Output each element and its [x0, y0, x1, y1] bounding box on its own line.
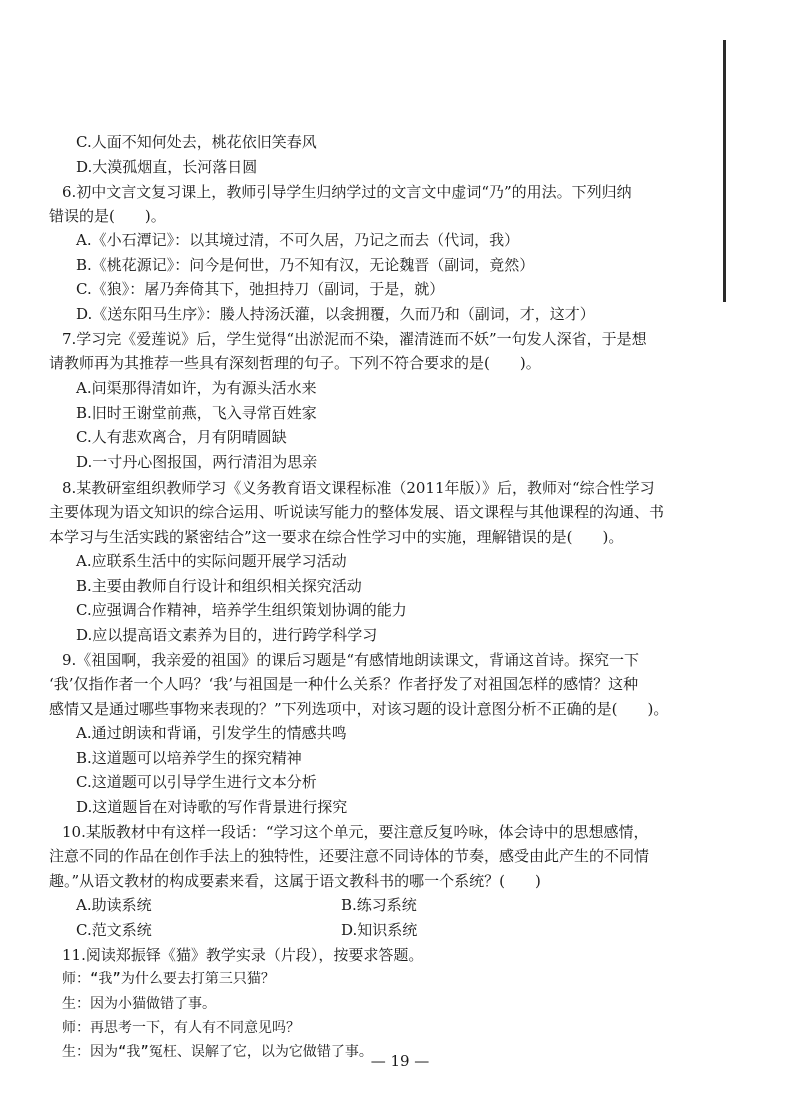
transcript-line: 生：因为“我”冤枉、误解了它，以为它做错了事。: [62, 1044, 373, 1060]
question-9-cont: 感情又是通过哪些事物来表现的？”下列选项中，对该习题的设计意图分析不正确的是( )。: [49, 700, 669, 718]
option-b: B.《桃花源记》：问今是何世，乃不知有汉，无论魏晋（副词，竟然）: [76, 256, 535, 274]
option-c: C.这道题可以引导学生进行文本分析: [76, 773, 317, 791]
margin-rule: [723, 40, 726, 302]
option-d: D.《送东阳马生序》：媵人持汤沃灌，以衾拥覆，久而乃和（副词，才，这才）: [76, 305, 595, 323]
question-7: 7.学习完《爱莲说》后，学生觉得“出淤泥而不染，濯清涟而不妖”一句发人深省，于是想: [62, 330, 647, 348]
option-a: A.助读系统: [76, 896, 152, 914]
option-c: C.人面不知何处去，桃花依旧笑春风: [76, 133, 317, 151]
option-d: D.应以提高语文素养为目的，进行跨学科学习: [76, 626, 378, 644]
option-d: D.知识系统: [341, 921, 418, 939]
option-a: A.《小石潭记》：以其境过清，不可久居，乃记之而去（代词，我）: [76, 231, 520, 249]
option-c: C.应强调合作精神，培养学生组织策划协调的能力: [76, 601, 407, 619]
option-b: B.这道题可以培养学生的探究精神: [76, 749, 302, 767]
question-6-cont: 错误的是( )。: [49, 207, 166, 225]
question-9-cont: ‘我’仅指作者一个人吗？‘我’与祖国是一种什么关系？作者抒发了对祖国怎样的感情？这种: [49, 675, 639, 693]
option-d: D.一寸丹心图报国，两行清泪为思亲: [76, 453, 318, 471]
transcript-line: 师：再思考一下，有人有不同意见吗？: [62, 1020, 300, 1036]
option-c: C.人有悲欢离合，月有阴晴圆缺: [76, 428, 287, 446]
option-a: A.应联系生活中的实际问题开展学习活动: [76, 552, 347, 570]
question-11: 11.阅读郑振铎《猫》教学实录（片段），按要求答题。: [62, 946, 424, 964]
question-8-cont: 主要体现为语文知识的综合运用、听说读写能力的整体发展、语文课程与其他课程的沟通、书: [49, 503, 665, 521]
transcript-line: 师：“我”为什么要去打第三只猫？: [62, 971, 275, 987]
option-b: B.主要由教师自行设计和组织相关探究活动: [76, 577, 362, 595]
option-c: C.《狼》：屠乃奔倚其下，弛担持刀（副词，于是，就）: [76, 280, 445, 298]
option-d: D.这道题旨在对诗歌的写作背景进行探究: [76, 798, 348, 816]
question-7-cont: 请教师再为其推荐一些具有深刻哲理的句子。下列不符合要求的是( )。: [49, 354, 541, 372]
transcript-line: 生：因为小猫做错了事。: [62, 996, 216, 1012]
question-9: 9.《祖国啊，我亲爱的祖国》的课后习题是“有感情地朗读课文，背诵这首诗。探究一下: [62, 651, 639, 669]
option-c: C.范文系统: [76, 921, 152, 939]
question-10: 10.某版教材中有这样一段话：“学习这个单元，要注意反复吟咏，体会诗中的思想感情，: [62, 823, 649, 841]
question-8-cont: 本学习与生活实践的紧密结合”这一要求在综合性学习中的实施，理解错误的是( )。: [49, 528, 624, 546]
page-number: — 19 —: [370, 1052, 430, 1070]
option-a: A.问渠那得清如许，为有源头活水来: [76, 379, 317, 397]
question-6: 6.初中文言文复习课上，教师引导学生归纳学过的文言文中虚词“乃”的用法。下列归纳: [62, 183, 632, 201]
question-8: 8.某教研室组织教师学习《义务教育语文课程标准（2011年版）》后，教师对“综合性学习: [62, 479, 655, 497]
question-10-cont: 注意不同的作品在创作手法上的独特性，还要注意不同诗体的节奏，感受由此产生的不同情: [49, 847, 650, 865]
option-b: B.旧时王谢堂前燕，飞入寻常百姓家: [76, 404, 317, 422]
option-d: D.大漠孤烟直，长河落日圆: [76, 158, 258, 176]
option-a: A.通过朗读和背诵，引发学生的情感共鸣: [76, 724, 347, 742]
question-10-cont: 趣。”从语文教材的构成要素来看，这属于语文教科书的哪一个系统？( ): [49, 872, 541, 890]
option-b: B.练习系统: [341, 896, 417, 914]
